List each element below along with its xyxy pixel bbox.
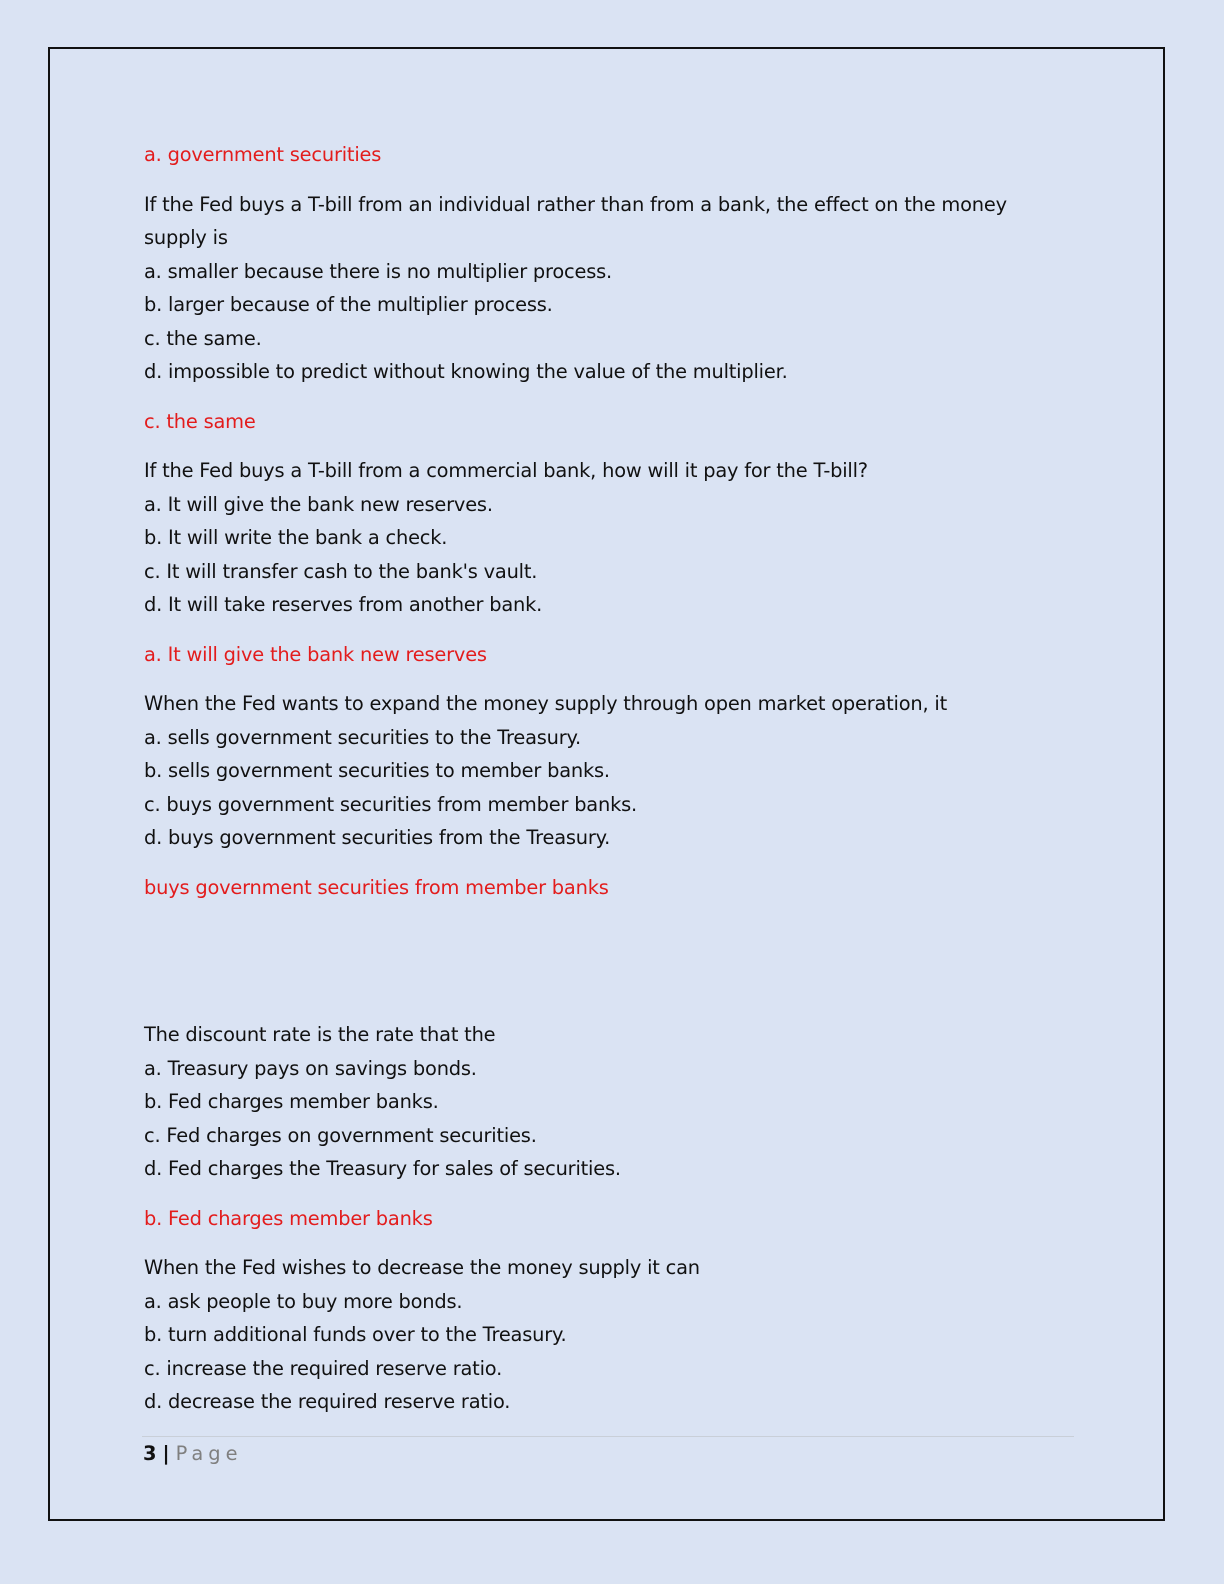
option-line: a. sells government securities to the Treasury. <box>144 725 581 749</box>
option-line: a. ask people to buy more bonds. <box>144 1289 463 1313</box>
option-line: b. It will write the bank a check. <box>144 526 448 549</box>
page-label: Page <box>175 1442 243 1465</box>
option-line: c. buys government securities from member banks. <box>144 792 637 816</box>
question-stem: supply is <box>144 226 228 249</box>
answer-block <box>144 871 1084 905</box>
option-line: b. sells government securities to member banks. <box>144 759 610 782</box>
answer-block <box>144 138 1084 172</box>
option-line: a. Treasury pays on savings bonds. <box>144 1056 477 1080</box>
option-line: d. It will take reserves from another bank. <box>144 593 543 616</box>
option-line: c. the same. <box>144 326 262 350</box>
option-line: d. Fed charges the Treasury for sales of securities. <box>144 1157 621 1180</box>
question-block <box>144 1251 1084 1419</box>
blank-space <box>144 920 1084 1018</box>
question-stem: When the Fed wants to expand the money supply through open market operation, it <box>144 692 948 715</box>
answer-line: c. the same <box>144 409 256 433</box>
question-block <box>144 1018 1084 1186</box>
answer-block <box>144 405 1084 439</box>
question-stem: The discount rate is the rate that the <box>144 1023 496 1046</box>
option-line: d. buys government securities from the Treasury. <box>144 826 611 849</box>
question-block <box>144 454 1084 622</box>
page-footer <box>143 1440 243 1468</box>
answer-line: a. government securities <box>144 143 382 166</box>
question-stem: If the Fed buys a T-bill from a commercial bank, how will it pay for the T-bill? <box>144 459 868 482</box>
option-line: b. Fed charges member banks. <box>144 1090 439 1113</box>
footer-separator: | <box>162 1442 170 1465</box>
option-line: d. impossible to predict without knowing the value of the multiplier. <box>144 360 788 383</box>
answer-line: b. Fed charges member banks <box>144 1206 433 1230</box>
answer-line: buys government securities from member banks <box>144 875 609 899</box>
question-block <box>144 188 1084 389</box>
option-line: d. decrease the required reserve ratio. <box>144 1390 511 1413</box>
question-block <box>144 687 1084 855</box>
option-line: a. It will give the bank new reserves. <box>144 492 493 516</box>
option-line: c. increase the required reserve ratio. <box>144 1356 503 1380</box>
answer-line: a. It will give the bank new reserves <box>144 642 487 666</box>
answer-block <box>144 638 1084 672</box>
option-line: c. It will transfer cash to the bank's vault. <box>144 559 538 583</box>
answer-block <box>144 1202 1084 1236</box>
question-stem: When the Fed wishes to decrease the money supply it can <box>144 1256 700 1279</box>
question-stem: If the Fed buys a T-bill from an individual rather than from a bank, the effect on the money <box>144 192 1007 216</box>
option-line: a. smaller because there is no multiplier process. <box>144 259 613 283</box>
footer-divider <box>142 1436 1074 1437</box>
page-number: 3 <box>143 1442 157 1465</box>
option-line: c. Fed charges on government securities. <box>144 1123 537 1147</box>
option-line: b. larger because of the multiplier process. <box>144 293 553 316</box>
option-line: b. turn additional funds over to the Treasury. <box>144 1323 567 1346</box>
document-body <box>144 138 1084 1435</box>
